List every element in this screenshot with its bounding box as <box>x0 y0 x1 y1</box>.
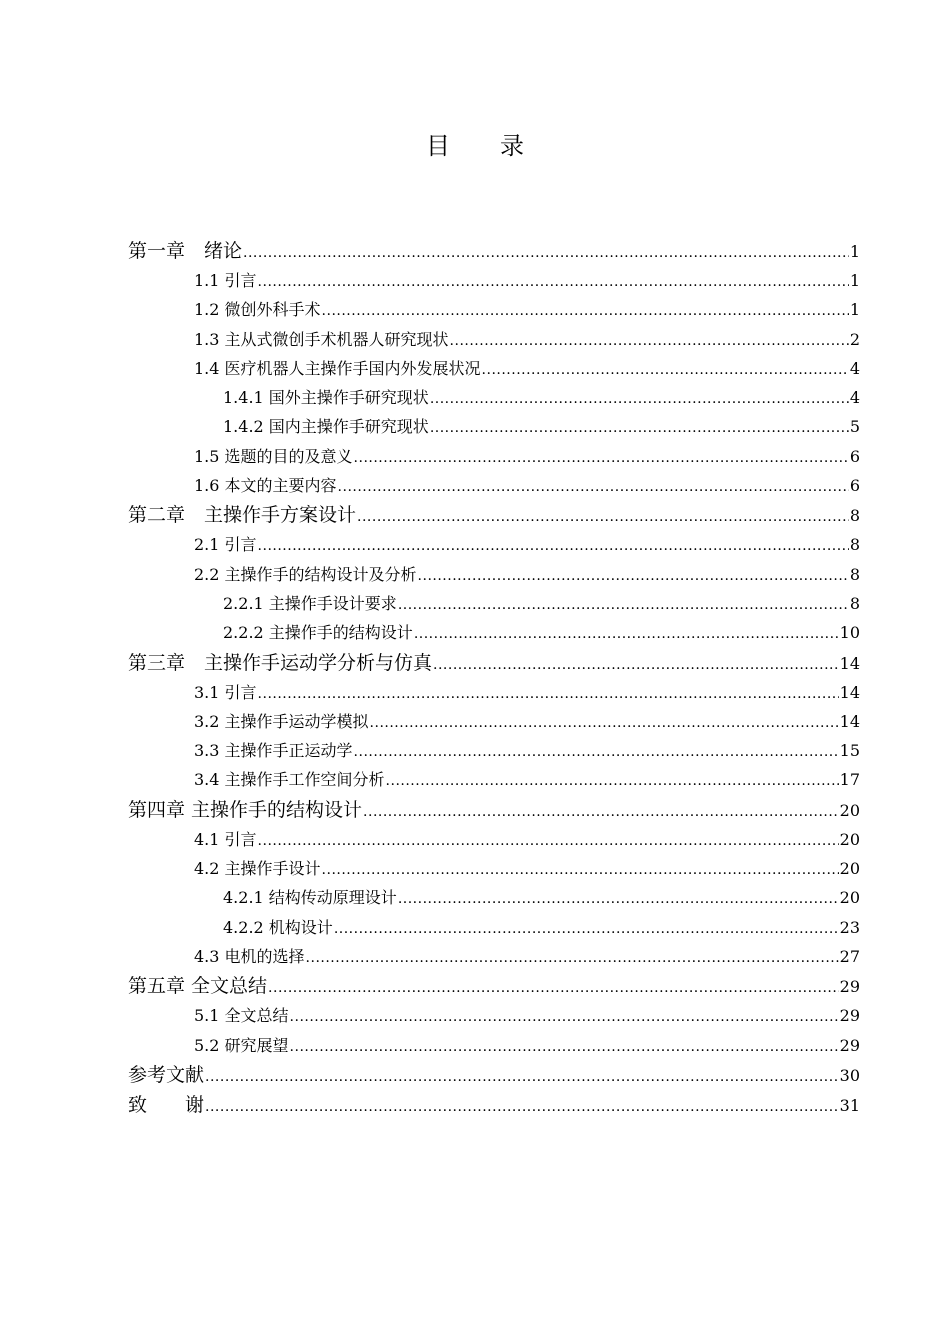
toc-entry-page-number: 6 <box>849 446 860 466</box>
toc-entry-label: 第四章 主操作手的结构设计 <box>128 798 363 821</box>
toc-entry-label: 1.5 选题的目的及意义 <box>194 446 353 466</box>
toc-leader-dots <box>363 797 839 827</box>
toc-entry-page-number: 20 <box>839 888 860 908</box>
toc-entry-page-number: 6 <box>849 476 860 496</box>
toc-leader-dots <box>430 414 849 443</box>
toc-entry-label: 第一章 绪论 <box>128 240 243 262</box>
toc-entry-page-number: 20 <box>839 800 860 820</box>
toc-entry-label: 4.1 引言 <box>194 829 257 849</box>
toc-entry[interactable] <box>128 471 860 500</box>
toc-entry-page-number: 29 <box>839 1035 860 1055</box>
toc-leader-dots <box>386 767 839 796</box>
toc-entry-page-number: 4 <box>849 358 860 378</box>
toc-leader-dots <box>322 856 839 885</box>
toc-entry[interactable] <box>128 795 860 825</box>
toc-leader-dots <box>258 827 839 856</box>
toc-entry[interactable] <box>128 1001 860 1030</box>
toc-entry-page-number: 20 <box>839 829 860 849</box>
toc-entry-page-number: 1 <box>849 300 860 320</box>
toc-entry-label: 4.2.2 机构设计 <box>223 917 333 937</box>
toc-entry-label: 2.2.2 主操作手的结构设计 <box>223 623 413 643</box>
toc-leader-dots <box>290 1033 839 1062</box>
toc-entry[interactable] <box>128 236 860 266</box>
toc-entry-page-number: 17 <box>839 770 860 790</box>
toc-entry[interactable] <box>128 383 860 412</box>
toc-entry[interactable] <box>128 560 860 589</box>
toc-entry-label: 1.6 本文的主要内容 <box>194 476 337 496</box>
toc-leader-dots <box>322 297 849 326</box>
toc-leader-dots <box>370 709 839 738</box>
toc-entry-page-number: 8 <box>849 506 860 526</box>
toc-entry-page-number: 15 <box>839 741 860 761</box>
toc-entry-label: 4.3 电机的选择 <box>194 946 305 966</box>
toc-entry[interactable] <box>128 530 860 559</box>
toc-entry[interactable] <box>128 971 860 1001</box>
toc-entry-label: 3.1 引言 <box>194 682 257 702</box>
toc-leader-dots <box>290 1003 839 1032</box>
toc-entry-label: 5.1 全文总结 <box>194 1006 289 1026</box>
toc-entry[interactable] <box>128 1031 860 1060</box>
toc-entry-label: 2.2.1 主操作手设计要求 <box>223 593 397 613</box>
toc-entry-page-number: 27 <box>839 946 860 966</box>
toc-entry-page-number: 1 <box>849 242 860 261</box>
toc-leader-dots <box>354 738 839 767</box>
toc-entry-page-number: 8 <box>849 564 860 584</box>
toc-entry-label: 5.2 研究展望 <box>194 1035 289 1055</box>
toc-entry[interactable] <box>128 942 860 971</box>
toc-entry-label: 1.3 主从式微创手术机器人研究现状 <box>194 329 449 349</box>
toc-entry-page-number: 1 <box>849 271 860 290</box>
toc-entry[interactable] <box>128 1090 860 1120</box>
toc-entry[interactable] <box>128 618 860 647</box>
toc-entry[interactable] <box>128 412 860 441</box>
title-left-char: 目 <box>426 132 450 160</box>
toc-entry-page-number: 23 <box>839 917 860 937</box>
toc-entry[interactable] <box>128 442 860 471</box>
toc-entry-page-number: 8 <box>849 593 860 613</box>
toc-leader-dots <box>243 238 849 268</box>
toc-entry-page-number: 30 <box>839 1065 860 1085</box>
toc-leader-dots <box>258 268 849 297</box>
toc-entry-label: 1.1 引言 <box>194 271 257 290</box>
toc-entry-label: 1.4.1 国外主操作手研究现状 <box>223 388 429 408</box>
toc-entry-label: 2.1 引言 <box>194 535 257 555</box>
toc-leader-dots <box>354 444 849 473</box>
toc-entry-label: 3.4 主操作手工作空间分析 <box>194 770 385 790</box>
toc-entry-page-number: 4 <box>849 388 860 408</box>
toc-entry-page-number: 5 <box>849 417 860 437</box>
toc-leader-dots <box>334 915 839 944</box>
toc-entry-label: 第三章 主操作手运动学分析与仿真 <box>128 651 433 674</box>
toc-entry[interactable] <box>128 883 860 912</box>
toc-entry[interactable] <box>128 913 860 942</box>
toc-leader-dots <box>205 1092 839 1122</box>
toc-entry-label: 1.4.2 国内主操作手研究现状 <box>223 417 429 437</box>
toc-entry-page-number: 2 <box>849 329 860 349</box>
toc-leader-dots <box>306 944 839 973</box>
toc-leader-dots <box>258 532 849 561</box>
title-right-char: 录 <box>500 132 524 160</box>
toc-entry-label: 1.4 医疗机器人主操作手国内外发展状况 <box>194 358 481 378</box>
page-title <box>0 126 950 161</box>
toc-entry-label: 参考文献 <box>128 1063 205 1086</box>
toc-entry-label: 致 谢 <box>128 1093 205 1116</box>
toc-entry[interactable] <box>128 707 860 736</box>
toc-leader-dots <box>414 620 839 649</box>
toc-entry[interactable] <box>128 295 860 324</box>
toc-leader-dots <box>418 562 849 591</box>
toc-entry[interactable] <box>128 354 860 383</box>
toc-entry-label: 4.2 主操作手设计 <box>194 859 321 879</box>
toc-leader-dots <box>268 973 839 1003</box>
toc-entry-page-number: 29 <box>839 1006 860 1026</box>
table-of-contents <box>128 236 860 1120</box>
toc-entry-label: 2.2 主操作手的结构设计及分析 <box>194 564 417 584</box>
toc-entry[interactable] <box>128 648 860 678</box>
toc-entry-label: 第五章 全文总结 <box>128 975 268 998</box>
toc-entry-label: 1.2 微创外科手术 <box>194 300 321 320</box>
toc-entry-page-number: 31 <box>839 1095 860 1115</box>
toc-entry-label: 3.3 主操作手正运动学 <box>194 741 353 761</box>
toc-leader-dots <box>433 650 839 680</box>
toc-entry-page-number: 14 <box>839 711 860 731</box>
toc-entry-page-number: 10 <box>839 623 860 643</box>
toc-leader-dots <box>357 502 849 532</box>
toc-entry[interactable] <box>128 589 860 618</box>
toc-leader-dots <box>338 473 849 502</box>
toc-leader-dots <box>205 1062 839 1092</box>
toc-entry[interactable] <box>128 325 860 354</box>
toc-entry-label: 3.2 主操作手运动学模拟 <box>194 711 369 731</box>
toc-entry[interactable] <box>128 854 860 883</box>
toc-leader-dots <box>398 885 839 914</box>
toc-entry-label: 第二章 主操作手方案设计 <box>128 504 357 527</box>
toc-entry-page-number: 14 <box>839 653 860 673</box>
toc-entry[interactable] <box>128 678 860 707</box>
toc-leader-dots <box>398 591 849 620</box>
toc-entry[interactable] <box>128 266 860 295</box>
toc-entry[interactable] <box>128 500 860 530</box>
toc-entry[interactable] <box>128 1060 860 1090</box>
toc-entry[interactable] <box>128 736 860 765</box>
toc-entry-page-number: 20 <box>839 859 860 879</box>
toc-entry-label: 4.2.1 结构传动原理设计 <box>223 888 397 908</box>
toc-leader-dots <box>482 356 849 385</box>
toc-entry-page-number: 29 <box>839 977 860 997</box>
toc-leader-dots <box>450 327 849 356</box>
toc-entry-page-number: 14 <box>839 682 860 702</box>
toc-entry[interactable] <box>128 765 860 794</box>
toc-entry[interactable] <box>128 825 860 854</box>
toc-leader-dots <box>430 385 849 414</box>
toc-entry-page-number: 8 <box>849 535 860 555</box>
toc-leader-dots <box>258 680 839 709</box>
